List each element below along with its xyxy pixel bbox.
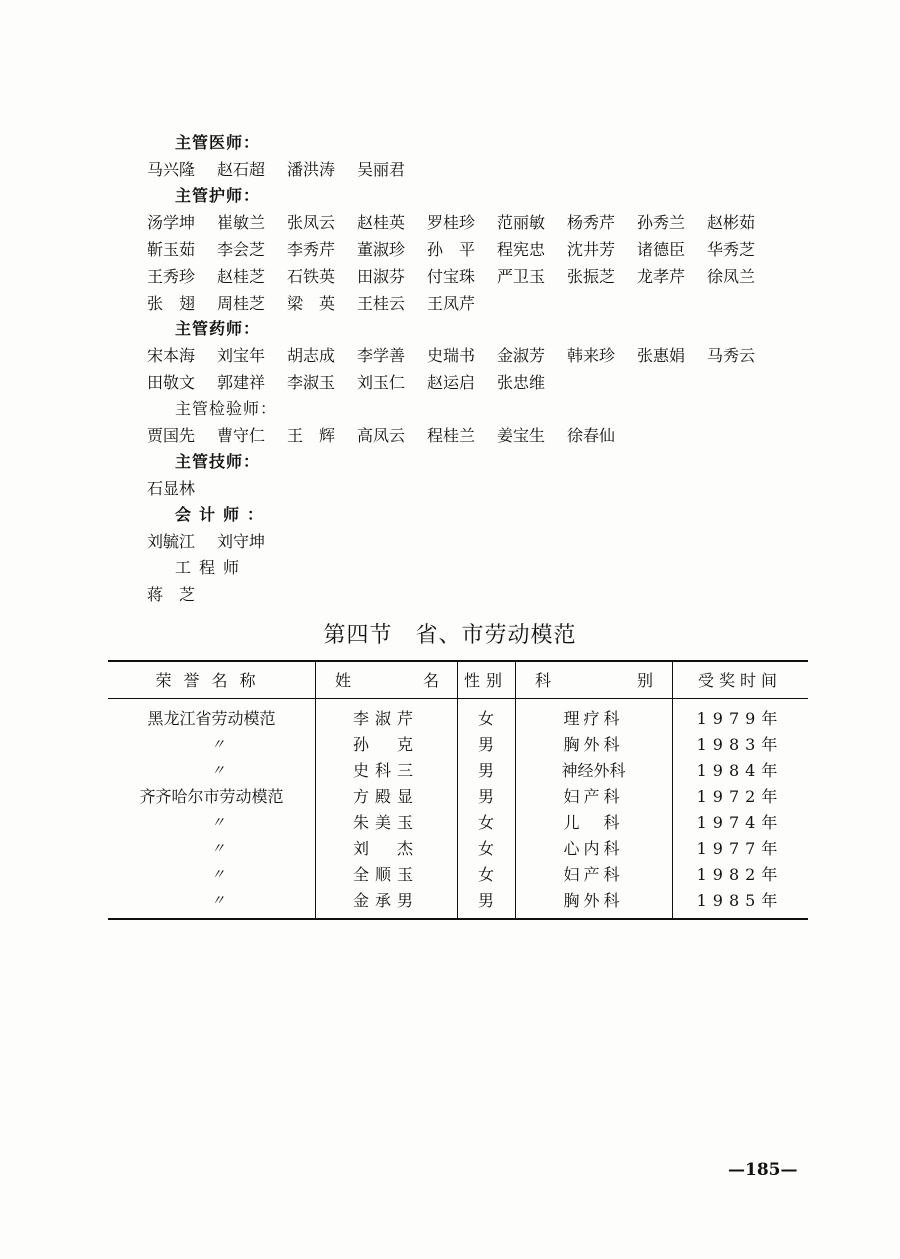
name-cell: 刘 杰 bbox=[352, 839, 419, 858]
ditto-mark: 〃 bbox=[211, 893, 225, 909]
honor-cell: 齐齐哈尔市劳动模范 bbox=[139, 787, 284, 806]
table-row bbox=[108, 810, 808, 836]
person-name: 张凤云 bbox=[287, 213, 336, 232]
group-heading-chief-physician: 主管医师： bbox=[175, 133, 261, 152]
person-name: 金淑芳 bbox=[497, 346, 546, 365]
ditto-mark: 〃 bbox=[211, 737, 225, 753]
year-cell: 1983年 bbox=[696, 735, 784, 754]
dept-cell: 神经外科 bbox=[561, 761, 626, 780]
person-name: 贾国先 bbox=[147, 426, 196, 445]
person-name: 诸德臣 bbox=[637, 240, 686, 259]
name-cell: 方殿显 bbox=[352, 787, 419, 806]
person-name: 潘洪涛 bbox=[287, 160, 336, 179]
name-cell: 金承男 bbox=[352, 891, 419, 910]
header-name-right: 名 bbox=[423, 671, 440, 690]
dept-cell: 胸外科 bbox=[563, 735, 624, 754]
person-name: 胡志成 bbox=[287, 346, 336, 365]
person-name: 程桂兰 bbox=[427, 426, 476, 445]
person-name: 田淑芬 bbox=[357, 267, 406, 286]
person-name: 高凤云 bbox=[357, 426, 406, 445]
person-name: 王桂云 bbox=[357, 294, 406, 313]
table-row bbox=[108, 888, 808, 914]
table-row bbox=[108, 836, 808, 862]
person-name: 石铁英 bbox=[287, 267, 336, 286]
name-row bbox=[147, 210, 777, 230]
person-name: 董淑珍 bbox=[357, 240, 406, 259]
header-dept-right: 别 bbox=[637, 671, 654, 690]
name-row bbox=[147, 476, 217, 496]
sex-cell: 女 bbox=[477, 709, 494, 728]
header-award-year: 受奖时间 bbox=[697, 671, 782, 690]
header-honor-name: 荣誉名称 bbox=[155, 671, 268, 690]
group-heading-accountant: 会计师： bbox=[175, 505, 272, 524]
person-name: 靳玉茹 bbox=[147, 240, 196, 259]
person-name: 李秀芹 bbox=[287, 240, 336, 259]
sex-cell: 男 bbox=[477, 761, 494, 780]
dept-cell: 儿 科 bbox=[563, 813, 624, 832]
dept-cell: 心内科 bbox=[563, 839, 624, 858]
person-name: 张忠维 bbox=[497, 373, 546, 392]
person-name: 姜宝生 bbox=[497, 426, 546, 445]
person-name: 汤学坤 bbox=[147, 213, 196, 232]
person-name: 韩来珍 bbox=[567, 346, 616, 365]
section-title: 第四节 省、市劳动模范 bbox=[323, 623, 577, 648]
person-name: 曹守仁 bbox=[217, 426, 266, 445]
person-name: 梁 英 bbox=[287, 294, 336, 313]
person-name: 张振芝 bbox=[567, 267, 616, 286]
person-name: 罗桂珍 bbox=[427, 213, 476, 232]
person-name: 张惠娟 bbox=[637, 346, 686, 365]
person-name: 石显林 bbox=[147, 479, 196, 498]
name-cell: 朱美玉 bbox=[352, 813, 419, 832]
person-name: 周桂芝 bbox=[217, 294, 266, 313]
name-row bbox=[147, 582, 217, 602]
year-cell: 1985年 bbox=[696, 891, 784, 910]
person-name: 刘玉仁 bbox=[357, 373, 406, 392]
name-row bbox=[147, 370, 567, 390]
sex-cell: 女 bbox=[477, 839, 494, 858]
sex-cell: 男 bbox=[477, 787, 494, 806]
dept-cell: 理疗科 bbox=[563, 709, 624, 728]
group-heading-chief-nurse: 主管护师： bbox=[175, 186, 261, 205]
table-row bbox=[108, 732, 808, 758]
person-name: 赵石超 bbox=[217, 160, 266, 179]
dept-cell: 妇产科 bbox=[563, 865, 624, 884]
person-name: 严卫玉 bbox=[497, 267, 546, 286]
name-cell: 孙 克 bbox=[352, 735, 419, 754]
ditto-mark: 〃 bbox=[211, 815, 225, 831]
person-name: 赵桂英 bbox=[357, 213, 406, 232]
name-row bbox=[147, 291, 497, 311]
group-heading-chief-pharmacist: 主管药师： bbox=[175, 319, 261, 338]
person-name: 孙秀兰 bbox=[637, 213, 686, 232]
person-name: 李会芝 bbox=[217, 240, 266, 259]
honor-cell: 黑龙江省劳动模范 bbox=[147, 709, 276, 728]
header-dept-left: 科 bbox=[535, 671, 552, 690]
person-name: 李淑玉 bbox=[287, 373, 336, 392]
table-top-rule bbox=[108, 660, 808, 662]
ditto-mark: 〃 bbox=[211, 867, 225, 883]
person-name: 郭建祥 bbox=[217, 373, 266, 392]
header-person-name bbox=[315, 668, 457, 692]
dept-cell: 胸外科 bbox=[563, 891, 624, 910]
person-name: 李学善 bbox=[357, 346, 406, 365]
year-cell: 1972年 bbox=[696, 787, 784, 806]
table-row bbox=[108, 784, 808, 810]
ditto-mark: 〃 bbox=[211, 841, 225, 857]
year-cell: 1977年 bbox=[696, 839, 784, 858]
person-name: 田敬文 bbox=[147, 373, 196, 392]
table-row bbox=[108, 758, 808, 784]
person-name: 马兴隆 bbox=[147, 160, 196, 179]
person-name: 刘守坤 bbox=[217, 532, 266, 551]
name-row bbox=[147, 157, 427, 177]
table-bottom-rule bbox=[108, 918, 808, 920]
table-header-rule bbox=[108, 698, 808, 699]
table-row bbox=[108, 706, 808, 732]
header-name-left: 姓 bbox=[335, 671, 352, 690]
group-heading-engineer: 工程师 bbox=[175, 558, 248, 577]
dept-cell: 妇产科 bbox=[563, 787, 624, 806]
person-name: 付宝珠 bbox=[427, 267, 476, 286]
person-name: 马秀云 bbox=[707, 346, 756, 365]
group-heading-chief-technician: 主管技师： bbox=[175, 452, 261, 471]
person-name: 宋本海 bbox=[147, 346, 196, 365]
person-name: 徐凤兰 bbox=[707, 267, 756, 286]
name-row bbox=[147, 529, 287, 549]
name-cell: 李淑芹 bbox=[352, 709, 419, 728]
person-name: 赵彬茹 bbox=[707, 213, 756, 232]
header-department bbox=[515, 668, 672, 692]
year-cell: 1979年 bbox=[696, 709, 784, 728]
person-name: 赵桂芝 bbox=[217, 267, 266, 286]
name-row bbox=[147, 237, 777, 257]
sex-cell: 女 bbox=[477, 813, 494, 832]
labor-model-table bbox=[108, 660, 808, 922]
person-name: 崔敏兰 bbox=[217, 213, 266, 232]
group-heading-chief-lab-technician: 主管检验师： bbox=[175, 399, 278, 418]
person-name: 王 辉 bbox=[287, 426, 336, 445]
sex-cell: 男 bbox=[477, 891, 494, 910]
person-name: 范丽敏 bbox=[497, 213, 546, 232]
person-name: 程宪忠 bbox=[497, 240, 546, 259]
person-name: 赵运启 bbox=[427, 373, 476, 392]
person-name: 王秀珍 bbox=[147, 267, 196, 286]
ditto-mark: 〃 bbox=[211, 763, 225, 779]
person-name: 史瑞书 bbox=[427, 346, 476, 365]
name-row bbox=[147, 423, 637, 443]
person-name: 张 翅 bbox=[147, 294, 196, 313]
person-name: 蒋 芝 bbox=[147, 585, 196, 604]
person-name: 沈井芳 bbox=[567, 240, 616, 259]
person-name: 杨秀芹 bbox=[567, 213, 616, 232]
person-name: 吴丽君 bbox=[357, 160, 406, 179]
person-name: 孙 平 bbox=[427, 240, 476, 259]
name-cell: 史科三 bbox=[352, 761, 419, 780]
name-cell: 全顺玉 bbox=[352, 865, 419, 884]
person-name: 王凤芹 bbox=[427, 294, 476, 313]
name-row bbox=[147, 264, 777, 284]
page-number: —185— bbox=[728, 1160, 798, 1180]
year-cell: 1974年 bbox=[696, 813, 784, 832]
person-name: 徐春仙 bbox=[567, 426, 616, 445]
sex-cell: 男 bbox=[477, 735, 494, 754]
sex-cell: 女 bbox=[477, 865, 494, 884]
person-name: 龙孝芹 bbox=[637, 267, 686, 286]
person-name: 刘宝年 bbox=[217, 346, 266, 365]
year-cell: 1982年 bbox=[696, 865, 784, 884]
name-row bbox=[147, 343, 777, 363]
header-sex: 性别 bbox=[463, 671, 508, 690]
table-row bbox=[108, 862, 808, 888]
person-name: 华秀芝 bbox=[707, 240, 756, 259]
person-name: 刘毓江 bbox=[147, 532, 196, 551]
year-cell: 1984年 bbox=[696, 761, 784, 780]
